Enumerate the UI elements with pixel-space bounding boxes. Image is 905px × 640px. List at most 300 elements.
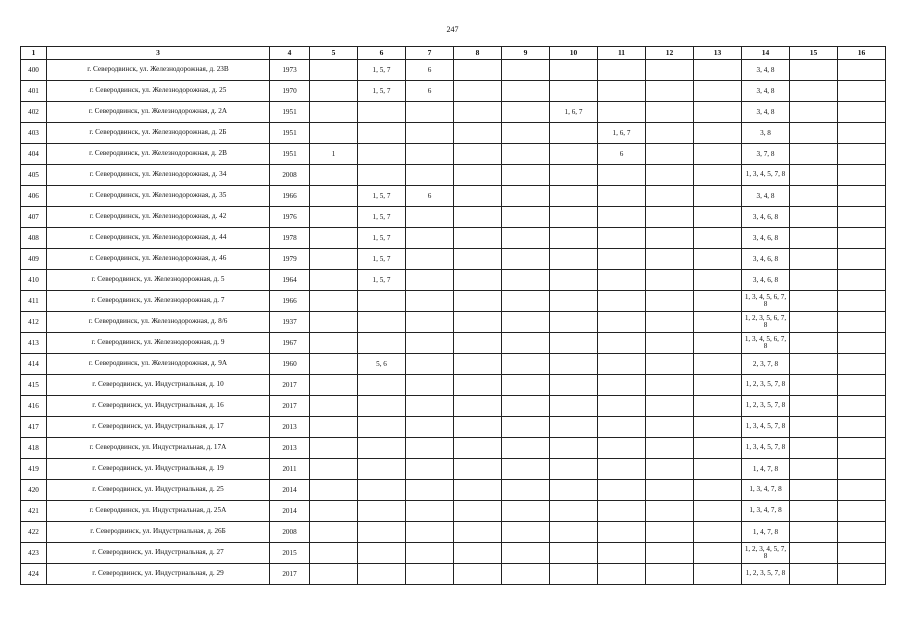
table-cell: 411: [21, 291, 47, 312]
address-cell: г. Северодвинск, ул. Железнодорожная, д. 25: [47, 81, 270, 102]
table-cell: [646, 312, 694, 333]
address-cell: г. Северодвинск, ул. Индустриальная, д. 16: [47, 396, 270, 417]
column-header-1: 1: [21, 47, 47, 60]
table-cell: [598, 417, 646, 438]
table-cell: [838, 186, 886, 207]
table-cell: 1, 2, 3, 4, 5, 7, 8: [742, 543, 790, 564]
table-cell: [502, 543, 550, 564]
table-cell: 1966: [270, 186, 310, 207]
table-cell: 1, 3, 4, 5, 6, 7, 8: [742, 291, 790, 312]
table-cell: 5, 6: [358, 354, 406, 375]
table-cell: [838, 375, 886, 396]
table-cell: 1967: [270, 333, 310, 354]
table-row: [21, 186, 886, 207]
table-cell: 422: [21, 522, 47, 543]
table-cell: 2013: [270, 417, 310, 438]
table-cell: [694, 564, 742, 585]
table-cell: 1, 5, 7: [358, 249, 406, 270]
table-cell: [502, 186, 550, 207]
table-cell: [502, 312, 550, 333]
table-cell: [694, 312, 742, 333]
table-cell: [358, 333, 406, 354]
table-cell: [310, 228, 358, 249]
table-cell: [358, 312, 406, 333]
table-cell: [406, 102, 454, 123]
table-cell: 1, 3, 4, 7, 8: [742, 480, 790, 501]
table-cell: [502, 81, 550, 102]
address-cell: г. Северодвинск, ул. Железнодорожная, д. 8/6: [47, 312, 270, 333]
table-cell: 408: [21, 228, 47, 249]
table-cell: [502, 270, 550, 291]
table-cell: 3, 4, 8: [742, 186, 790, 207]
table-cell: [550, 396, 598, 417]
table-cell: [838, 60, 886, 81]
table-cell: 3, 4, 6, 8: [742, 249, 790, 270]
table-cell: 1973: [270, 60, 310, 81]
table-cell: [310, 81, 358, 102]
table-cell: [646, 333, 694, 354]
table-cell: [406, 522, 454, 543]
table-cell: 1, 3, 4, 5, 7, 8: [742, 438, 790, 459]
address-cell: г. Северодвинск, ул. Индустриальная, д. 25: [47, 480, 270, 501]
table-cell: [790, 480, 838, 501]
table-cell: 1, 6, 7: [598, 123, 646, 144]
table-cell: [790, 60, 838, 81]
table-cell: [790, 165, 838, 186]
table-cell: [310, 459, 358, 480]
table-cell: [502, 102, 550, 123]
table-cell: [598, 438, 646, 459]
address-cell: г. Северодвинск, ул. Железнодорожная, д. 9А: [47, 354, 270, 375]
table-cell: [598, 81, 646, 102]
table-cell: [406, 207, 454, 228]
table-cell: [790, 417, 838, 438]
table-cell: [694, 207, 742, 228]
table-cell: [790, 522, 838, 543]
table-cell: [790, 144, 838, 165]
table-cell: [694, 543, 742, 564]
table-cell: 1960: [270, 354, 310, 375]
table-cell: 1, 3, 4, 5, 6, 7, 8: [742, 333, 790, 354]
table-cell: [550, 144, 598, 165]
table-cell: 415: [21, 375, 47, 396]
column-header-8: 8: [454, 47, 502, 60]
table-cell: [310, 270, 358, 291]
table-cell: [838, 207, 886, 228]
table-cell: [838, 228, 886, 249]
table-cell: [694, 438, 742, 459]
table-cell: [598, 249, 646, 270]
table-cell: [598, 459, 646, 480]
table-cell: [550, 333, 598, 354]
table-cell: [790, 501, 838, 522]
table-cell: [838, 396, 886, 417]
table-cell: [838, 522, 886, 543]
table-cell: [406, 354, 454, 375]
table-cell: [598, 102, 646, 123]
table-cell: [838, 144, 886, 165]
table-cell: 2, 3, 7, 8: [742, 354, 790, 375]
table-cell: [790, 186, 838, 207]
table-cell: [550, 480, 598, 501]
table-cell: [502, 396, 550, 417]
table-row: [21, 564, 886, 585]
address-cell: г. Северодвинск, ул. Железнодорожная, д. 23В: [47, 60, 270, 81]
table-cell: 1937: [270, 312, 310, 333]
table-cell: [406, 123, 454, 144]
table-cell: [598, 291, 646, 312]
table-row: [21, 396, 886, 417]
table-cell: [358, 459, 406, 480]
table-cell: [694, 249, 742, 270]
table-cell: [694, 354, 742, 375]
table-cell: [550, 291, 598, 312]
table-cell: [646, 249, 694, 270]
table-cell: [550, 417, 598, 438]
column-header-9: 9: [502, 47, 550, 60]
table-cell: [406, 438, 454, 459]
column-header-6: 6: [358, 47, 406, 60]
table-cell: [550, 522, 598, 543]
table-cell: 1, 3, 4, 5, 7, 8: [742, 165, 790, 186]
table-cell: [454, 396, 502, 417]
table-row: [21, 501, 886, 522]
table-cell: 2013: [270, 438, 310, 459]
table-cell: [838, 123, 886, 144]
column-header-7: 7: [406, 47, 454, 60]
table-cell: 423: [21, 543, 47, 564]
address-cell: г. Северодвинск, ул. Железнодорожная, д. 44: [47, 228, 270, 249]
table-cell: 1, 4, 7, 8: [742, 522, 790, 543]
table-cell: [502, 501, 550, 522]
table-cell: [358, 102, 406, 123]
table-cell: 418: [21, 438, 47, 459]
table-cell: 1978: [270, 228, 310, 249]
table-cell: [838, 543, 886, 564]
table-row: [21, 312, 886, 333]
table-cell: 419: [21, 459, 47, 480]
table-cell: [454, 207, 502, 228]
table-cell: 407: [21, 207, 47, 228]
table-cell: [310, 333, 358, 354]
table-cell: [790, 564, 838, 585]
table-cell: [790, 438, 838, 459]
table-cell: [790, 123, 838, 144]
table-cell: [646, 81, 694, 102]
table-cell: [406, 564, 454, 585]
table-row: [21, 81, 886, 102]
table-cell: 3, 4, 6, 8: [742, 207, 790, 228]
column-header-10: 10: [550, 47, 598, 60]
table-cell: [454, 186, 502, 207]
table-cell: [838, 102, 886, 123]
table-cell: [358, 564, 406, 585]
table-cell: [310, 564, 358, 585]
table-cell: [406, 228, 454, 249]
table-cell: [598, 354, 646, 375]
table-cell: [598, 375, 646, 396]
table-row: [21, 102, 886, 123]
table-cell: [406, 333, 454, 354]
table-cell: [598, 543, 646, 564]
table-cell: [838, 480, 886, 501]
table-cell: 417: [21, 417, 47, 438]
table-cell: [646, 522, 694, 543]
table-cell: [790, 459, 838, 480]
table-cell: [310, 249, 358, 270]
table-cell: 1, 3, 4, 5, 7, 8: [742, 417, 790, 438]
table-cell: [358, 165, 406, 186]
table-cell: 1964: [270, 270, 310, 291]
table-cell: [454, 228, 502, 249]
table-cell: [550, 375, 598, 396]
table-cell: 1, 4, 7, 8: [742, 459, 790, 480]
table-cell: [310, 501, 358, 522]
table-row: [21, 459, 886, 480]
table-cell: [358, 522, 406, 543]
table-cell: [550, 564, 598, 585]
table-cell: [646, 102, 694, 123]
table-cell: [646, 186, 694, 207]
table-cell: [550, 165, 598, 186]
table-cell: [310, 396, 358, 417]
table-cell: [454, 375, 502, 396]
table-cell: [310, 480, 358, 501]
address-cell: г. Северодвинск, ул. Индустриальная, д. 10: [47, 375, 270, 396]
table-row: [21, 543, 886, 564]
table-cell: 406: [21, 186, 47, 207]
table-cell: [406, 459, 454, 480]
table-cell: 410: [21, 270, 47, 291]
table-cell: 1, 5, 7: [358, 228, 406, 249]
table-cell: 403: [21, 123, 47, 144]
table-cell: 6: [598, 144, 646, 165]
column-header-14: 14: [742, 47, 790, 60]
table-cell: 420: [21, 480, 47, 501]
table-row: [21, 249, 886, 270]
table-cell: [790, 207, 838, 228]
table-cell: [406, 480, 454, 501]
table-cell: [310, 354, 358, 375]
table-cell: [550, 249, 598, 270]
table-cell: [646, 165, 694, 186]
table-cell: 1970: [270, 81, 310, 102]
table-cell: [502, 459, 550, 480]
table-cell: [550, 459, 598, 480]
table-cell: [358, 144, 406, 165]
housing-registry-table: [20, 46, 886, 585]
table-cell: [646, 207, 694, 228]
table-cell: [406, 417, 454, 438]
table-cell: 401: [21, 81, 47, 102]
table-cell: [502, 291, 550, 312]
table-cell: [694, 501, 742, 522]
table-cell: 1, 2, 3, 5, 6, 7, 8: [742, 312, 790, 333]
table-cell: [598, 270, 646, 291]
table-cell: 1951: [270, 102, 310, 123]
table-cell: [502, 249, 550, 270]
table-cell: [310, 522, 358, 543]
table-cell: [406, 375, 454, 396]
table-cell: [790, 543, 838, 564]
table-cell: 400: [21, 60, 47, 81]
table-cell: [838, 249, 886, 270]
table-cell: [454, 501, 502, 522]
table-cell: [502, 207, 550, 228]
table-cell: [454, 312, 502, 333]
table-cell: 402: [21, 102, 47, 123]
table-cell: 1, 5, 7: [358, 186, 406, 207]
address-cell: г. Северодвинск, ул. Индустриальная, д. 27: [47, 543, 270, 564]
column-header-5: 5: [310, 47, 358, 60]
table-cell: [646, 270, 694, 291]
table-cell: 1: [310, 144, 358, 165]
table-cell: [454, 60, 502, 81]
table-cell: [454, 333, 502, 354]
table-cell: 412: [21, 312, 47, 333]
table-cell: [694, 396, 742, 417]
table-cell: 1951: [270, 144, 310, 165]
table-cell: [550, 270, 598, 291]
table-cell: 414: [21, 354, 47, 375]
table-cell: 1, 2, 3, 5, 7, 8: [742, 564, 790, 585]
table-cell: [598, 207, 646, 228]
table-cell: [310, 291, 358, 312]
table-cell: [550, 60, 598, 81]
table-cell: [454, 459, 502, 480]
table-cell: [598, 564, 646, 585]
table-cell: [598, 165, 646, 186]
table-cell: [790, 81, 838, 102]
address-cell: г. Северодвинск, ул. Индустриальная, д. 26Б: [47, 522, 270, 543]
table-row: [21, 375, 886, 396]
table-cell: [358, 123, 406, 144]
table-cell: [454, 522, 502, 543]
table-cell: [598, 312, 646, 333]
table-cell: [646, 480, 694, 501]
address-cell: г. Северодвинск, ул. Железнодорожная, д. 34: [47, 165, 270, 186]
table-cell: 1, 5, 7: [358, 270, 406, 291]
table-cell: 2017: [270, 375, 310, 396]
table-cell: [406, 291, 454, 312]
table-cell: [502, 228, 550, 249]
table-cell: [694, 123, 742, 144]
table-cell: [694, 270, 742, 291]
table-row: [21, 333, 886, 354]
table-cell: [502, 60, 550, 81]
column-header-13: 13: [694, 47, 742, 60]
table-cell: 421: [21, 501, 47, 522]
table-cell: [358, 480, 406, 501]
table-cell: [790, 333, 838, 354]
table-cell: [646, 564, 694, 585]
table-row: [21, 354, 886, 375]
table-cell: [550, 186, 598, 207]
table-cell: [454, 543, 502, 564]
table-cell: 2015: [270, 543, 310, 564]
table-cell: [694, 186, 742, 207]
table-cell: [454, 438, 502, 459]
table-cell: [454, 81, 502, 102]
table-cell: [550, 207, 598, 228]
table-cell: [694, 459, 742, 480]
table-cell: [790, 375, 838, 396]
table-cell: [406, 144, 454, 165]
table-cell: [598, 60, 646, 81]
table-cell: 2008: [270, 165, 310, 186]
table-cell: [502, 438, 550, 459]
table-cell: [358, 396, 406, 417]
table-cell: [358, 501, 406, 522]
table-cell: [790, 228, 838, 249]
table-cell: [646, 396, 694, 417]
table-cell: [646, 144, 694, 165]
table-cell: [310, 312, 358, 333]
table-cell: [838, 354, 886, 375]
table-cell: [598, 396, 646, 417]
table-cell: [454, 354, 502, 375]
column-header-11: 11: [598, 47, 646, 60]
table-cell: 6: [406, 60, 454, 81]
table-cell: 3, 4, 8: [742, 60, 790, 81]
table-cell: [454, 480, 502, 501]
address-cell: г. Северодвинск, ул. Железнодорожная, д. 2Б: [47, 123, 270, 144]
table-cell: [310, 123, 358, 144]
table-cell: [454, 102, 502, 123]
table-cell: 2008: [270, 522, 310, 543]
table-cell: 1, 2, 3, 5, 7, 8: [742, 375, 790, 396]
table-cell: [358, 375, 406, 396]
column-header-15: 15: [790, 47, 838, 60]
table-cell: [646, 543, 694, 564]
table-row: [21, 417, 886, 438]
table-cell: [694, 291, 742, 312]
table-cell: [454, 144, 502, 165]
address-cell: г. Северодвинск, ул. Железнодорожная, д. 9: [47, 333, 270, 354]
table-cell: [646, 354, 694, 375]
table-cell: [454, 417, 502, 438]
table-cell: [454, 270, 502, 291]
table-cell: [598, 522, 646, 543]
table-cell: [550, 312, 598, 333]
table-cell: 3, 4, 8: [742, 81, 790, 102]
table-cell: 1976: [270, 207, 310, 228]
table-cell: 405: [21, 165, 47, 186]
table-cell: [838, 459, 886, 480]
table-cell: [646, 228, 694, 249]
table-cell: [502, 417, 550, 438]
table-cell: [310, 60, 358, 81]
table-cell: [406, 501, 454, 522]
table-cell: [646, 375, 694, 396]
table-cell: 409: [21, 249, 47, 270]
table-cell: [358, 543, 406, 564]
table-cell: [406, 249, 454, 270]
address-cell: г. Северодвинск, ул. Индустриальная, д. 25А: [47, 501, 270, 522]
table-row: [21, 480, 886, 501]
table-cell: 2017: [270, 396, 310, 417]
table-cell: [310, 207, 358, 228]
table-cell: [694, 102, 742, 123]
table-cell: [838, 291, 886, 312]
table-cell: [598, 228, 646, 249]
column-header-4: 4: [270, 47, 310, 60]
table-cell: [310, 165, 358, 186]
table-cell: [406, 165, 454, 186]
table-row: [21, 144, 886, 165]
table-cell: [454, 165, 502, 186]
table-cell: [838, 270, 886, 291]
